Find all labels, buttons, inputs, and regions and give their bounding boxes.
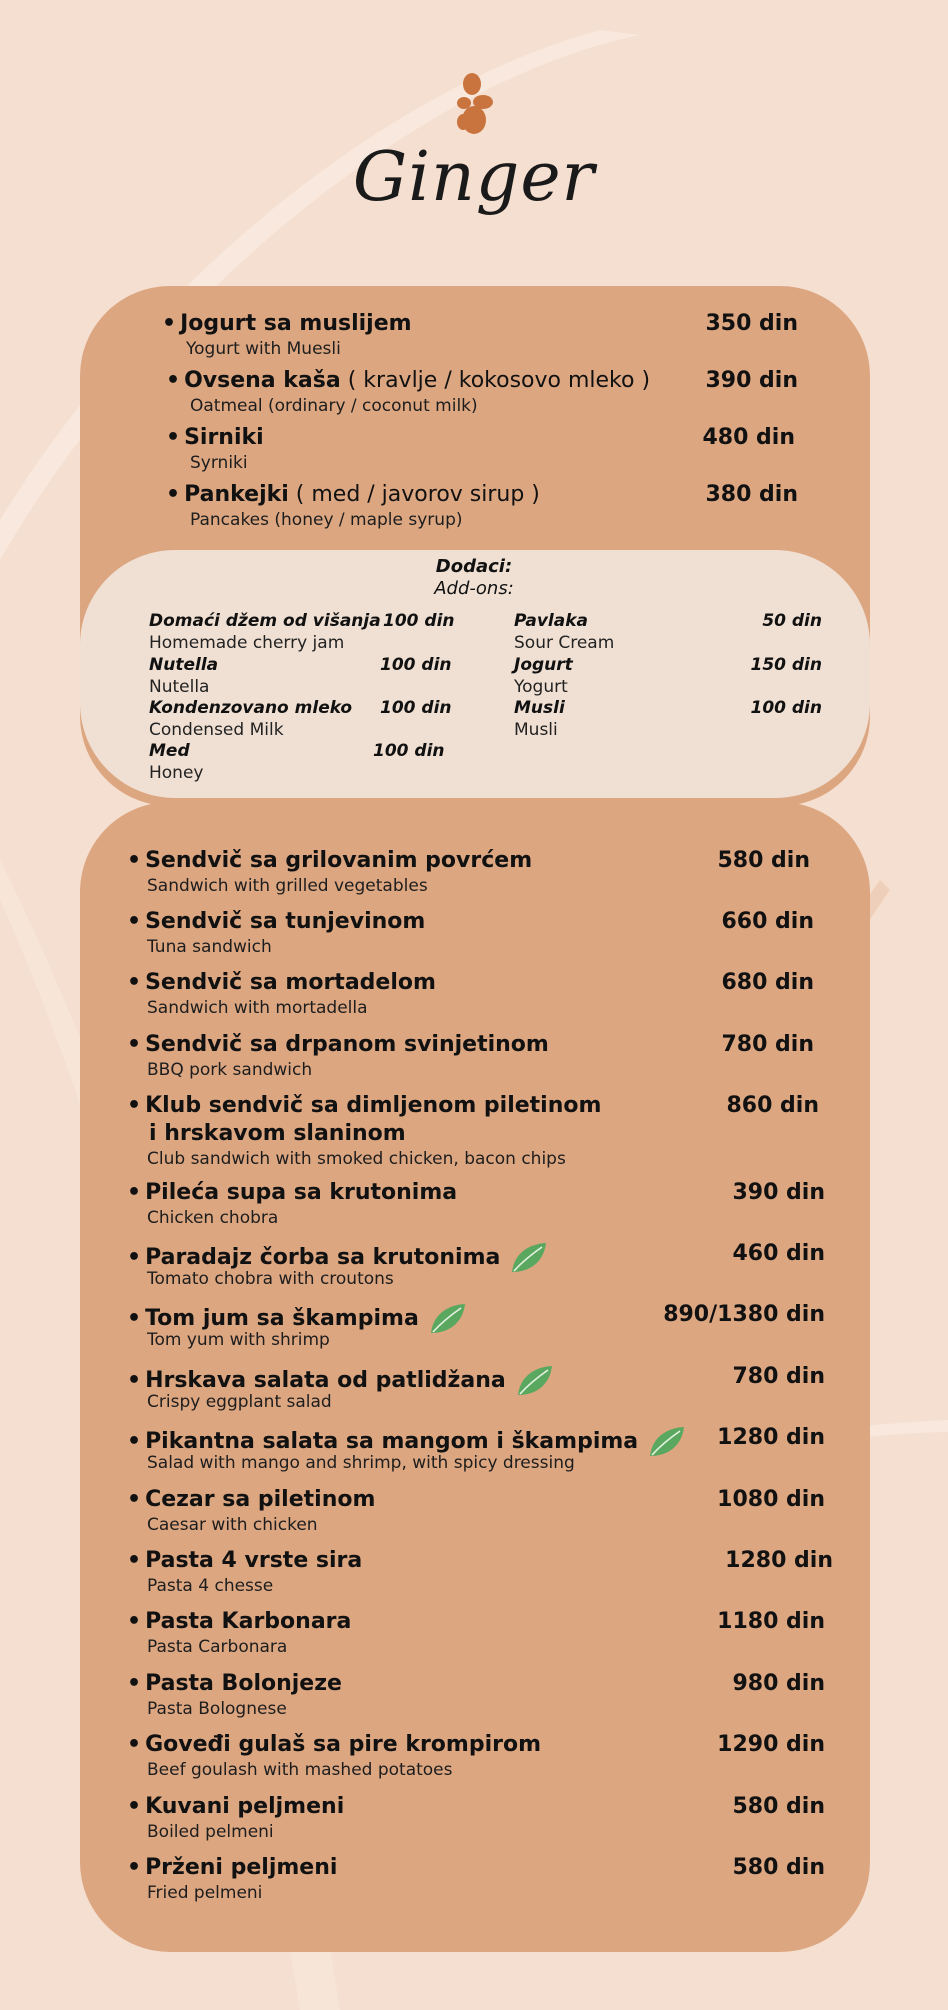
item-translation: Boiled pelmeni (147, 1822, 274, 1842)
bullet-icon: • (166, 482, 181, 507)
item-title: Goveđi gulaš sa pire krompirom (145, 1732, 542, 1757)
item-price: 1280 din (717, 1425, 825, 1450)
item-price: 1180 din (717, 1609, 825, 1634)
bullet-icon: • (127, 1032, 142, 1057)
addon-item (149, 697, 352, 741)
item-translation: BBQ pork sandwich (147, 1060, 313, 1080)
item-title: Prženi peljmeni (145, 1855, 338, 1880)
bullet-icon: • (127, 909, 142, 934)
menu-item (127, 1424, 686, 1474)
menu-item (127, 1854, 337, 1904)
addon-price: 150 din (750, 655, 822, 675)
item-name (127, 1731, 541, 1759)
item-price: 460 din (732, 1241, 825, 1266)
menu-item (127, 969, 436, 1019)
menu-item (127, 1731, 541, 1781)
addon-name: Pavlaka (514, 611, 589, 631)
item-price: 660 din (721, 909, 814, 934)
item-name (127, 1793, 344, 1821)
item-title: Ovsena kaša (184, 368, 341, 393)
item-translation: Tuna sandwich (147, 937, 272, 957)
item-price: 780 din (721, 1032, 814, 1057)
addon-name: Nutella (149, 655, 219, 675)
item-title-line2: i hrskavom slaninom (149, 1121, 406, 1146)
leaf-icon (646, 1424, 686, 1460)
item-name (166, 424, 264, 452)
item-translation: Oatmeal (ordinary / coconut milk) (190, 396, 478, 416)
item-title: Sirniki (184, 425, 264, 450)
item-price: 980 din (732, 1671, 825, 1696)
breakfast-item (166, 424, 264, 474)
addon-name: Domaći džem od višanja (149, 611, 381, 631)
item-translation: Crispy eggplant salad (147, 1392, 332, 1412)
menu-item (127, 1670, 342, 1720)
item-name (127, 847, 532, 875)
menu-item (127, 1301, 467, 1351)
leaf-icon (514, 1363, 554, 1399)
item-title: Sendvič sa mortadelom (145, 970, 436, 995)
item-title: Sendvič sa drpanom svinjetinom (145, 1032, 549, 1057)
item-price: 780 din (732, 1364, 825, 1389)
bullet-icon: • (162, 311, 177, 336)
item-title: Pileća supa sa krutonima (145, 1180, 458, 1205)
addons-heading (0, 556, 948, 600)
bullet-icon: • (166, 368, 181, 393)
menu-item (127, 1486, 375, 1536)
bullet-icon: • (127, 1609, 142, 1634)
addon-item (149, 654, 218, 698)
bullet-icon: • (127, 1487, 142, 1512)
item-translation: Yogurt with Muesli (186, 339, 341, 359)
item-name (127, 1301, 467, 1329)
item-name (127, 908, 425, 936)
addon-translation: Musli (514, 720, 558, 740)
bullet-icon: • (127, 1180, 142, 1205)
bullet-icon: • (127, 848, 142, 873)
item-title: Sendvič sa tunjevinom (145, 909, 426, 934)
addon-item (514, 697, 565, 741)
item-translation: Tomato chobra with croutons (147, 1269, 394, 1289)
addon-translation: Condensed Milk (149, 720, 284, 740)
menu-item (127, 847, 532, 897)
item-title: Pasta 4 vrste sira (145, 1548, 363, 1573)
item-name (127, 1854, 337, 1882)
menu-item (127, 1179, 457, 1229)
brand-name: Ginger (352, 138, 596, 217)
addon-name: Musli (514, 698, 565, 718)
item-translation: Caesar with chicken (147, 1515, 318, 1535)
item-price: 350 din (705, 311, 798, 336)
bullet-icon: • (127, 1548, 142, 1573)
bullet-icon: • (127, 1671, 142, 1696)
item-translation: Sandwich with mortadella (147, 998, 368, 1018)
addon-translation: Honey (149, 763, 204, 783)
item-title: Pikantna salata sa mangom i škampima (145, 1429, 639, 1454)
menu-item (127, 1547, 362, 1597)
item-translation: Syrniki (190, 453, 248, 473)
addon-price: 100 din (380, 655, 452, 675)
item-translation: Pasta 4 chesse (147, 1576, 274, 1596)
ginger-root-icon (450, 70, 498, 140)
item-translation: Sandwich with grilled vegetables (147, 876, 428, 896)
menu-item (127, 1092, 601, 1170)
item-name (166, 481, 540, 509)
item-title: Paradajz čorba sa krutonima (145, 1245, 501, 1270)
item-price: 390 din (732, 1180, 825, 1205)
item-name (127, 1363, 554, 1391)
addon-name: Kondenzovano mleko (149, 698, 353, 718)
item-translation: Pasta Carbonara (147, 1637, 288, 1657)
item-name (127, 1670, 342, 1698)
addon-translation: Homemade cherry jam (149, 633, 345, 653)
item-name (127, 1486, 375, 1514)
item-title: Tom jum sa škampima (145, 1306, 419, 1331)
item-name (127, 1031, 549, 1059)
addon-translation: Yogurt (514, 677, 568, 697)
addon-item (514, 654, 573, 698)
breakfast-item (166, 481, 540, 531)
leaf-icon (427, 1301, 467, 1337)
addon-item (514, 610, 614, 654)
menu-item (127, 1793, 344, 1843)
addon-price: 100 din (373, 741, 445, 761)
addon-price: 100 din (380, 698, 452, 718)
item-title: Cezar sa piletinom (145, 1487, 376, 1512)
item-price: 890/1380 din (663, 1302, 825, 1327)
menu-item (127, 908, 425, 958)
bullet-icon: • (127, 1245, 142, 1270)
addons-subtitle: Add-ons: (434, 578, 514, 599)
addon-price: 100 din (383, 611, 455, 631)
item-name (127, 1092, 601, 1120)
item-name (127, 1240, 548, 1268)
item-title: Hrskava salata od patlidžana (145, 1368, 506, 1393)
item-translation: Club sandwich with smoked chicken, bacon chips (147, 1149, 566, 1169)
item-price: 1290 din (717, 1732, 825, 1757)
bullet-icon: • (127, 1368, 142, 1393)
item-price: 680 din (721, 970, 814, 995)
item-translation: Fried pelmeni (147, 1883, 263, 1903)
addon-price: 100 din (750, 698, 822, 718)
item-title: Pankejki (184, 482, 289, 507)
menu-item (127, 1608, 351, 1658)
menu-item (127, 1363, 554, 1413)
item-translation: Tom yum with shrimp (147, 1330, 330, 1350)
item-price: 860 din (726, 1093, 819, 1118)
menu-item (127, 1240, 548, 1290)
item-name (127, 1547, 362, 1575)
addons-title: Dodaci: (435, 556, 513, 577)
item-price: 380 din (705, 482, 798, 507)
addon-name: Med (149, 741, 190, 761)
bullet-icon: • (127, 1429, 142, 1454)
breakfast-item (162, 310, 412, 360)
bullet-icon: • (127, 1794, 142, 1819)
addon-item (149, 740, 203, 784)
item-translation: Salad with mango and shrimp, with spicy dressing (147, 1453, 575, 1473)
logo (0, 70, 948, 218)
item-translation: Beef goulash with mashed potatoes (147, 1760, 453, 1780)
item-price: 580 din (717, 848, 810, 873)
item-name (127, 1608, 351, 1636)
item-title: Pasta Bolonjeze (145, 1671, 342, 1696)
item-price: 580 din (732, 1794, 825, 1819)
item-price: 1280 din (725, 1548, 833, 1573)
item-title: Kuvani peljmeni (145, 1794, 345, 1819)
item-title: Sendvič sa grilovanim povrćem (145, 848, 533, 873)
item-name (166, 367, 650, 395)
item-title: Jogurt sa muslijem (180, 311, 412, 336)
item-name (127, 969, 436, 997)
leaf-icon (508, 1240, 548, 1276)
breakfast-item (166, 367, 650, 417)
addon-translation: Sour Cream (514, 633, 615, 653)
bullet-icon: • (127, 970, 142, 995)
item-price: 1080 din (717, 1487, 825, 1512)
item-translation: Pancakes (honey / maple syrup) (190, 510, 463, 530)
addon-price: 50 din (762, 611, 822, 631)
item-note: ( kravlje / kokosovo mleko ) (340, 368, 651, 393)
bullet-icon: • (127, 1855, 142, 1880)
bullet-icon: • (166, 425, 181, 450)
item-note: ( med / javorov sirup ) (288, 482, 540, 507)
item-translation: Chicken chobra (147, 1208, 279, 1228)
addon-translation: Nutella (149, 677, 210, 697)
item-title: Klub sendvič sa dimljenom piletinom (145, 1093, 602, 1118)
item-name (127, 1424, 686, 1452)
bullet-icon: • (127, 1732, 142, 1757)
item-translation: Pasta Bolognese (147, 1699, 287, 1719)
item-name (127, 1179, 457, 1207)
bullet-icon: • (127, 1093, 142, 1118)
item-title: Pasta Karbonara (145, 1609, 352, 1634)
bullet-icon: • (127, 1306, 142, 1331)
item-price: 390 din (705, 368, 798, 393)
addon-name: Jogurt (514, 655, 573, 675)
menu-item (127, 1031, 549, 1081)
item-name (162, 310, 412, 338)
item-price: 580 din (732, 1855, 825, 1880)
addon-item (149, 610, 381, 654)
item-price: 480 din (702, 425, 795, 450)
